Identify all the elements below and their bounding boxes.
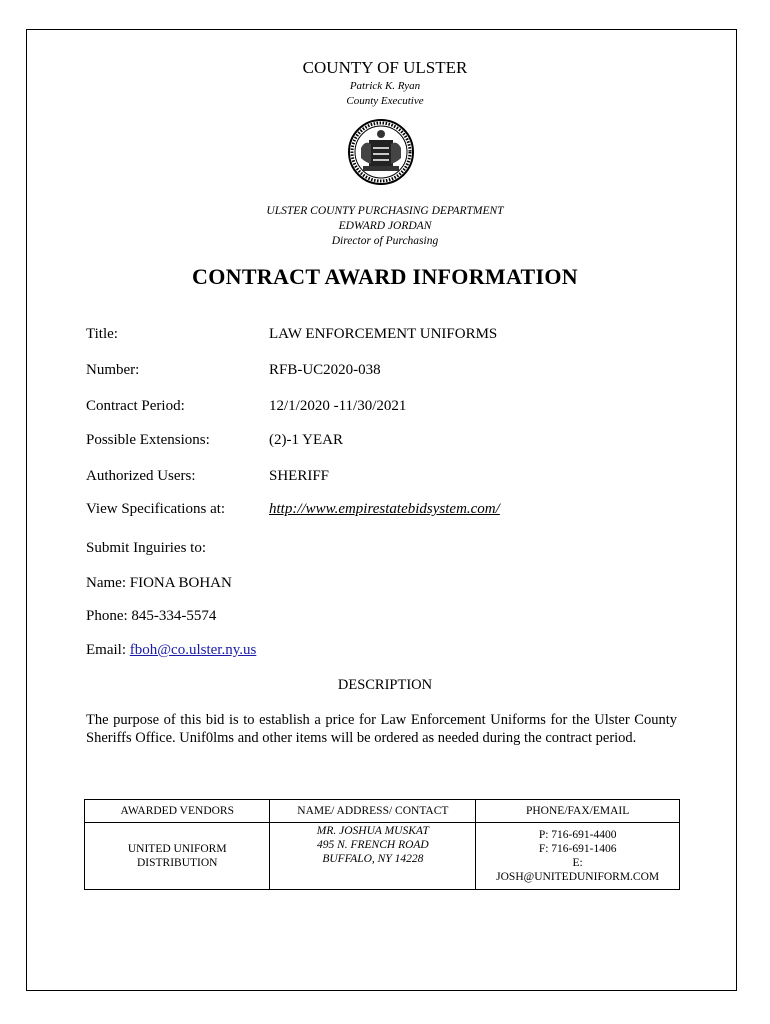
vendor-name-line2: DISTRIBUTION [136,857,218,869]
contact-cell [270,823,476,890]
page-title: CONTRACT AWARD INFORMATION [192,264,578,289]
vendor-fax: F: 716-691-1406 [538,843,617,855]
vendor-email-label: E: [572,857,583,869]
county-seal-icon [347,118,415,186]
director-title: Director of Purchasing [331,235,439,247]
contact-street: 495 N. FRENCH ROAD [316,839,429,851]
number-value: RFB-UC2020-038 [269,362,381,378]
department-name: ULSTER COUNTY PURCHASING DEPARTMENT [266,205,504,217]
title-label: Title: [86,326,118,342]
specifications-label: View Specifications at: [86,501,226,517]
contact-phone: Phone: 845-334-5574 [86,608,217,624]
vendor-name-line1: UNITED UNIFORM [127,843,227,855]
vendor-email: JOSH@UNITEDUNIFORM.COM [496,871,660,883]
executive-name: Patrick K. Ryan [349,80,421,92]
table-row [85,823,680,890]
contact-name: Name: FIONA BOHAN [86,575,232,591]
executive-title: County Executive [346,95,424,107]
contact-person: MR. JOSHUA MUSKAT [316,825,429,837]
contract-period-label: Contract Period: [86,398,185,414]
column-header-vendors: AWARDED VENDORS [85,800,270,823]
contact-email-link[interactable]: fboh@co.ulster.ny.us [129,642,257,658]
contract-period-value: 12/1/2020 -11/30/2021 [269,398,407,414]
number-label: Number: [86,362,140,378]
description-body: The purpose of this bid is to establish a price for Law Enforcement Uniforms for the Ulster County Sheriffs Office. Unif0lms and other items will be ordered as needed during the contract period. [86,712,677,746]
authorized-users-label: Authorized Users: [86,468,196,484]
description-heading: DESCRIPTION [337,677,433,693]
column-header-phone: PHONE/FAX/EMAIL [476,800,680,823]
specifications-link[interactable]: http://www.empirestatebidsystem.com/ [269,501,500,517]
email-label: Email: [86,642,130,658]
authorized-users-value: SHERIFF [269,468,330,484]
phone-cell [476,823,680,890]
title-value: LAW ENFORCEMENT UNIFORMS [269,326,498,342]
county-name: COUNTY OF ULSTER [302,58,468,77]
contact-city: BUFFALO, NY 14228 [322,853,424,865]
vendor-phone: P: 716-691-4400 [538,829,617,841]
inquiries-heading: Submit Inguiries to: [86,540,206,556]
director-name: EDWARD JORDAN [338,220,432,232]
contact-email-row [86,642,256,659]
vendor-cell [85,823,270,890]
vendors-table [84,799,680,890]
extensions-label: Possible Extensions: [86,432,210,448]
column-header-contact: NAME/ ADDRESS/ CONTACT [270,800,476,823]
extensions-value: (2)-1 YEAR [269,432,344,448]
table-header-row [85,800,680,823]
